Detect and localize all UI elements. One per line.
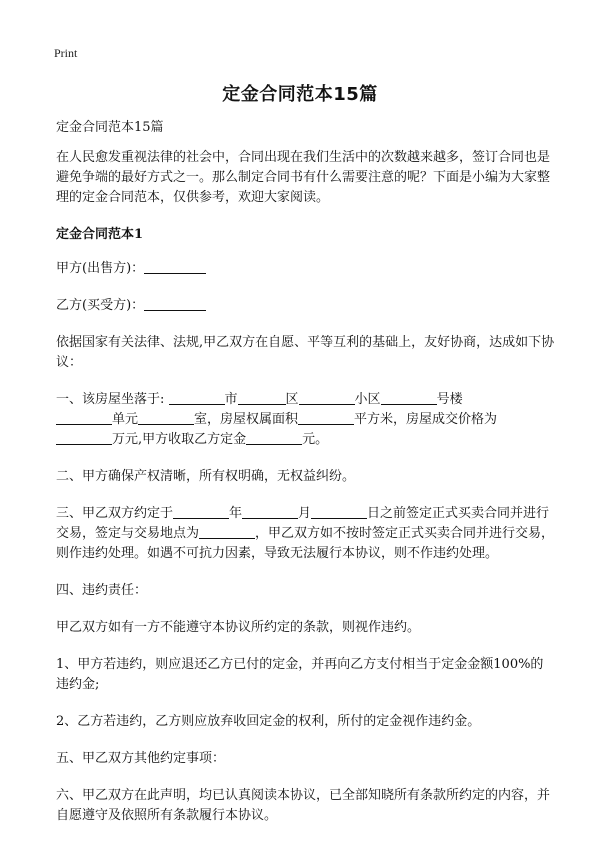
- print-link[interactable]: Print: [54, 46, 78, 60]
- blank: [381, 390, 437, 405]
- blank: [242, 504, 298, 519]
- clause-1-text: 一、该房屋坐落于:: [56, 392, 169, 407]
- blank: [199, 524, 255, 539]
- party-b-label: 乙方(买受方)：: [56, 298, 145, 313]
- blank: [311, 504, 367, 519]
- clause-2: 二、甲方确保产权清晰，所有权明确，无权益纠纷。: [56, 469, 356, 484]
- party-a-line: [56, 259, 556, 279]
- blank: [138, 410, 194, 425]
- clause-1-text: 单元: [112, 412, 139, 427]
- party-b-blank: [144, 296, 206, 311]
- intro-paragraph: 在人民愈发重视法律的社会中，合同出现在我们生活中的次数越来越多，签订合同也是避免争端的最好方式之一。那么制定合同书有什么需要注意的呢？下面是小编为大家整理的定金合同范本，仅供参考，欢迎大家阅读。: [56, 150, 551, 205]
- clause-6: 六、甲乙双方在此声明，均已认真阅读本协议，已全部知晓所有条款所约定的内容，并自愿遵守及依照所有条款履行本协议。: [56, 788, 551, 823]
- clause-3-text: 月: [298, 506, 312, 521]
- blank: [56, 410, 112, 425]
- blank: [298, 410, 354, 425]
- clause-5: 五、甲乙双方其他约定事项：: [56, 751, 226, 766]
- blank: [299, 390, 355, 405]
- clause-3-text: 三、甲乙双方约定于: [56, 506, 174, 521]
- blank: [238, 390, 286, 405]
- clause-1-text: 市: [224, 392, 238, 407]
- party-b-line: [56, 296, 556, 316]
- clause-4: 四、违约责任：: [56, 583, 148, 598]
- document-body: [56, 118, 556, 843]
- clause-3: [56, 504, 556, 564]
- breach-intro: 甲乙双方如有一方不能遵守本协议所约定的条款，则视作违约。: [56, 620, 421, 635]
- party-a-label: 甲方(出售方)：: [56, 261, 145, 276]
- breach-item-1: 1、甲方若违约，则应退还乙方已付的定金，并再向乙方支付相当于定金金额100%的违约金;: [56, 657, 544, 692]
- clause-3-text: ，甲乙双方如不按时签定正式买卖合同并进行交易，则作违约处理。如遇不可抗力因素，导致无法履行本协议，则不作违约处理。: [56, 526, 555, 561]
- blank: [169, 390, 225, 405]
- clause-3-text: 年: [229, 506, 243, 521]
- document-subtitle: 定金合同范本15篇: [56, 120, 164, 135]
- clause-3-text: 日之前签定正式买卖合同并进行交易，签定与交易地点为: [56, 506, 550, 541]
- blank: [246, 430, 302, 445]
- clause-1-text: 区: [285, 392, 299, 407]
- breach-item-2: 2、乙方若违约，乙方则应放弃收回定金的权利，所付的定金视作违约金。: [56, 714, 481, 729]
- page-title: 定金合同范本15篇: [222, 84, 378, 105]
- basis-paragraph: 依据国家有关法律、法规,甲乙双方在自愿、平等互利的基础上，友好协商，达成如下协议：: [56, 335, 555, 370]
- clause-1-text: 室，房屋权属面积: [194, 412, 299, 427]
- blank: [173, 504, 229, 519]
- blank: [56, 430, 112, 445]
- clause-1-text: 号楼: [436, 392, 463, 407]
- clause-1-text: 万元,甲方收取乙方定金: [112, 432, 247, 447]
- clause-1-text: 元。: [302, 432, 329, 447]
- section-heading: 定金合同范本1: [56, 227, 144, 242]
- clause-1-text: 小区: [354, 392, 381, 407]
- party-a-blank: [144, 259, 206, 274]
- clause-1-text: 平方米，房屋成交价格为: [354, 412, 498, 427]
- clause-1: [56, 390, 556, 450]
